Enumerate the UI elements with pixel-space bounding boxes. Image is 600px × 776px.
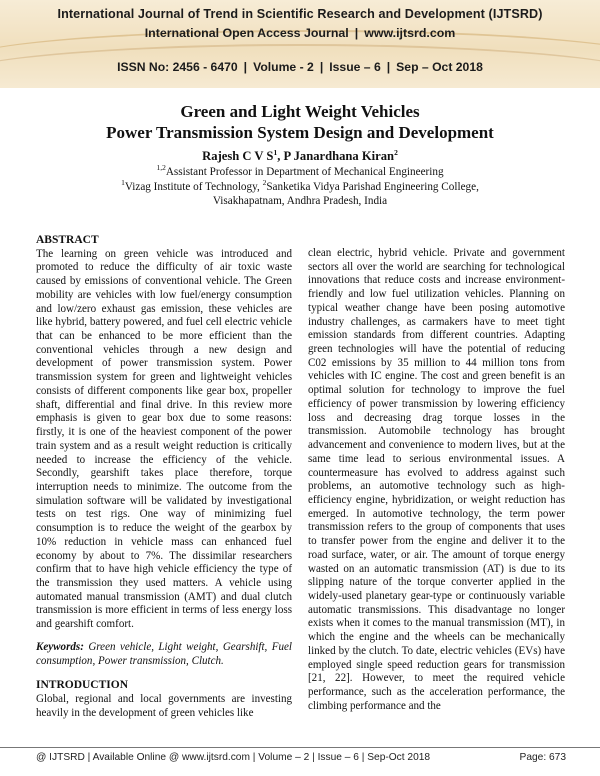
introduction-body-right: clean electric, hybrid vehicle. Private and government sectors all over the world are searching for technological innovations that reduce costs and increase environment-friendly and low fuel utilization vehicles. Planning on typical weather change have been posing automotive industry challenges, as carmakers have to meet tight emission standards from different countries. Adapting green technologies will have the potential of reducing C02 emissions by 35 million to 44 million tons from vehicles with IC engine. The cost and green benefit is an optimal solution for technology to improve the fuel efficiency of power transmission by lowering efficiency loss and decreasing drag torque losses in the transmission. Automobile technology has brought advancement and convenience to modern lives, but at the same time lead to serious environmental issues. A countermeasure has evolved to address against such problems, an automotive technology such as high-efficiency engine, hybridization, or weight reduction has emerged. In automotive technology, the term power transmission refers to the group of components that uses to transfer power from the engine and deliver it to the road surface, water, or air. The amount of torque energy wasted on an automatic transmission (AT) is due to its slipping nature of the torque converter applied in the widely-used planetary gear-type or continuously variable automatic transmissions. This disadvantage no longer exists when it comes to the manual transmission (MT), in which the engine and the wheels can be mechanically linked by the clutch. To date, electric vehicles (EVs) have employed single speed reduction gears for transmission [21, 22]. However, to meet the required vehicle performance, such as the acceleration performance, the climbing performance and the bbox=[308, 247, 565, 712]
author-1-sup: 1 bbox=[273, 148, 278, 157]
journal-website[interactable]: www.ijtsrd.com bbox=[364, 26, 456, 40]
volume: Volume - 2 bbox=[253, 60, 314, 74]
page-footer: @ IJTSRD | Available Online @ www.ijtsrd.com | Volume – 2 | Issue – 6 | Sep-Oct 2018 Page: 673 bbox=[36, 752, 566, 763]
paper-title-line-1: Green and Light Weight Vehicles bbox=[180, 102, 420, 121]
introduction-heading: INTRODUCTION bbox=[36, 679, 129, 692]
inst-1-sup: 1 bbox=[121, 178, 125, 187]
footer-publisher: @ IJTSRD bbox=[36, 752, 85, 763]
inst-2-sup: 2 bbox=[262, 178, 267, 187]
right-column bbox=[308, 247, 565, 713]
position-text: Assistant Professor in Department of Mechanical Engineering bbox=[165, 166, 444, 178]
keywords-text: Green vehicle, Light weight, Gearshift, Fuel consumption, Power transmission, Clutch. bbox=[36, 640, 292, 667]
issue-date: Sep – Oct 2018 bbox=[396, 60, 483, 74]
issn-line: ISSN No: 2456 - 6470 | Volume - 2 | Issue – 6 | Sep – Oct 2018 bbox=[117, 60, 483, 74]
affiliation-institutes bbox=[0, 180, 600, 194]
open-access-line: International Open Access Journal | www.ijtsrd.com bbox=[144, 26, 456, 40]
institute-1: Vizag Institute of Technology, bbox=[124, 181, 263, 193]
journal-name: International Journal of Trend in Scientific Research and Development (IJTSRD) bbox=[57, 7, 543, 21]
footer-divider bbox=[0, 747, 600, 748]
footer-date: Sep-Oct 2018 bbox=[367, 752, 431, 763]
affil-sup: 1,2 bbox=[156, 163, 166, 172]
author-2-sup: 2 bbox=[394, 148, 398, 157]
paper-title-line-2: Power Transmission System Design and Development bbox=[106, 123, 494, 142]
issue: Issue – 6 bbox=[329, 60, 381, 74]
page-number: Page: 673 bbox=[519, 752, 566, 763]
footer-availability[interactable]: Available Online @ www.ijtsrd.com bbox=[92, 752, 250, 763]
journal-banner bbox=[0, 0, 600, 88]
left-column bbox=[36, 234, 292, 720]
keywords bbox=[36, 641, 292, 668]
issn: ISSN No: 2456 - 6470 bbox=[117, 60, 238, 74]
abstract-heading: ABSTRACT bbox=[36, 234, 99, 246]
keywords-label: Keywords: bbox=[36, 640, 84, 653]
abstract-body: The learning on green vehicle was introduced and promoted to reduce the difficulty of air toxic waste caused by emissions of conventional vehicle. The Green mobility are vehicles with low fuel/energy consumption and low/zero exhaust gas emission, these vehicles are like hybrid, battery powered, and fuel cell electric vehicle that can be enhanced to be more efficient than the conventional vehicles through a new design and development of power transmission system. Power transmission system for green and lightweight vehicles consists of different components like gear box, propeller shaft, differential and final drive. In this review more emphasis is given to gear box due to some reasons: firstly, it is one of the heaviest component of the power train system and as a result weight reduction is critically needed to increase the efficiency of the vehicle. Secondly, gearshift takes place therefore, torque interruption needs to minimize. The outcome from the simulation software will be validated by investigational tests on test rigs. One way of minimizing fuel consumption is to reduce the weight of the gearbox by 10% reduction in vehicle mass can enhanced fuel economy by about to 7%. The dissimilar researchers confirm that to have high vehicle efficiency the type of the transmission they used matters. A vehicle using automated manual transmission (AMT) and dual clutch transmission is more efficient in terms of less energy loss and gearshift comfort. bbox=[36, 247, 292, 631]
author-2: P Janardhana Kiran bbox=[283, 149, 395, 163]
introduction-body-left: Global, regional and local governments are investing heavily in the development of green vehicles like bbox=[36, 693, 292, 719]
affiliation-location: Visakhapatnam, Andhra Pradesh, India bbox=[212, 195, 388, 207]
affiliation-position bbox=[0, 165, 600, 179]
author-line: Rajesh C V $S^1$, P Janardhana Kiran$^2$ bbox=[202, 148, 398, 163]
institute-2: Sanketika Vidya Parishad Engineering College, bbox=[266, 181, 479, 193]
author-1: Rajesh C V S bbox=[202, 149, 274, 163]
open-access-label: International Open Access Journal bbox=[144, 26, 349, 40]
footer-volume: Volume – 2 bbox=[258, 752, 310, 763]
footer-issue: Issue – 6 bbox=[317, 752, 359, 763]
